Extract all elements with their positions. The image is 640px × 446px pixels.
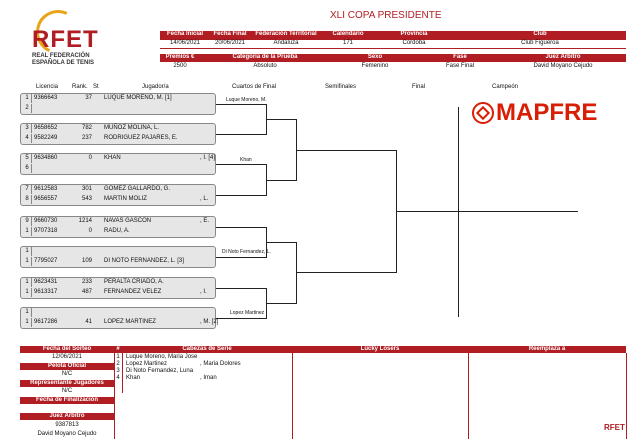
draw-player-name: MUÑOZ MOLINA, L. xyxy=(104,125,160,131)
draw-player-name: RADU, A. xyxy=(104,228,130,234)
col-semis: Semifinales xyxy=(325,84,357,90)
col-jugadora: Jugador/a xyxy=(142,84,169,90)
draw-player-name: MARTIN MOLIZ xyxy=(104,196,147,202)
draw-licencia: 9656557 xyxy=(34,196,58,202)
info1-h1: Fecha Final xyxy=(213,31,247,37)
row-separator xyxy=(31,308,32,317)
draw-player-name: KHAN xyxy=(104,155,121,161)
draw-licencia: 9617286 xyxy=(34,319,58,325)
seed-num-1: 1 xyxy=(116,354,120,360)
bracket-line xyxy=(296,150,396,151)
row-separator xyxy=(31,134,32,143)
bracket-line xyxy=(216,164,266,165)
draw-num: 4 xyxy=(25,135,29,141)
logo-mark: RFET xyxy=(32,26,99,53)
rfet-logo xyxy=(28,10,128,70)
juez-label: Juez Árbitro xyxy=(49,413,85,419)
divider xyxy=(122,353,123,393)
info1-h3: Calendario xyxy=(332,31,364,37)
fecha-sorteo-value: 12/06/2021 xyxy=(51,354,83,360)
info2-v2: Femenino xyxy=(361,63,389,69)
draw-rank: 543 xyxy=(81,196,92,202)
bracket-line xyxy=(458,107,459,317)
representante-label: Representante Jugadores xyxy=(30,380,104,386)
info1-h2: Federación Territorial xyxy=(255,31,317,37)
draw-num: 5 xyxy=(25,155,29,161)
info1-v4: Cordoba xyxy=(402,40,426,46)
draw-rank: 487 xyxy=(81,289,92,295)
draw-player-suffix: , E. xyxy=(200,218,210,224)
row-separator xyxy=(31,278,32,287)
draw-num: 1 xyxy=(25,228,29,234)
mapfre-wordmark: MAPFRE xyxy=(496,99,598,126)
row-separator xyxy=(31,227,32,236)
col-st: St xyxy=(93,84,99,90)
qf-winner-3: Di Noto Fernandez, L. xyxy=(222,249,271,255)
draw-licencia: 9660730 xyxy=(34,218,58,224)
juez-id: 9387813 xyxy=(55,422,79,428)
qf-winner-1: Luque Moreno, M. xyxy=(226,97,267,103)
mapfre-logo xyxy=(472,99,630,127)
bracket-line xyxy=(216,257,266,258)
draw-num: 9 xyxy=(25,218,29,224)
divider xyxy=(292,353,293,439)
mapfre-emblem-icon xyxy=(472,102,494,124)
info1-v5: Club Figueroa xyxy=(521,40,559,46)
draw-licencia: 9707318 xyxy=(34,228,58,234)
seed-name-2: Lopez Martinez xyxy=(126,361,168,367)
seed-name-4: Khan xyxy=(126,375,141,381)
draw-num: 7 xyxy=(25,186,29,192)
logo-line2: ESPAÑOLA DE TENIS xyxy=(32,60,95,66)
bracket-line xyxy=(266,180,296,181)
draw-player-suffix: , I. xyxy=(200,289,207,295)
footer-rfet-logo: RFET xyxy=(604,423,625,432)
draw-rank: 782 xyxy=(81,125,92,131)
bracket-line xyxy=(458,211,578,212)
info1-h5: Club xyxy=(533,31,547,37)
draw-num: 1 xyxy=(25,279,29,285)
bracket-line xyxy=(216,195,266,196)
reemplaza-label: Reemplaza a xyxy=(528,346,566,352)
info2-top-border xyxy=(160,48,626,49)
seed-num-3: 3 xyxy=(116,368,120,374)
info1-v3: 171 xyxy=(342,40,353,46)
draw-rank: 233 xyxy=(81,279,92,285)
draw-rank: 41 xyxy=(85,319,92,325)
draw-player-name: DI NOTO FERNANDEZ, L. [3] xyxy=(104,258,184,264)
bracket-line xyxy=(216,134,266,135)
info1-v2: Andaluza xyxy=(273,40,299,46)
pelota-value: N/C xyxy=(61,371,73,377)
draw-licencia: 9658652 xyxy=(34,125,58,131)
row-separator xyxy=(31,124,32,133)
draw-player-name: FERNANDEZ VELEZ xyxy=(104,289,162,295)
draw-player-name: RODRIGUEZ PAJARES, E. xyxy=(104,135,178,141)
pelota-label: Pelota Oficial xyxy=(47,363,86,369)
bracket-line xyxy=(266,303,296,304)
bracket-line xyxy=(216,227,266,228)
col-rank: Rank. xyxy=(72,84,88,90)
divider xyxy=(468,353,469,439)
col-final: Final xyxy=(412,84,426,90)
row-separator xyxy=(31,154,32,163)
page-title: XLI COPA PRESIDENTE xyxy=(330,10,442,21)
draw-rank: 237 xyxy=(81,135,92,141)
draw-licencia: 9634860 xyxy=(34,155,58,161)
draw-licencia: 9582249 xyxy=(34,135,58,141)
draw-player-name: NAVAS GASCON xyxy=(104,218,152,224)
row-separator xyxy=(31,318,32,327)
info2-v0: 2500 xyxy=(173,63,187,69)
bracket-line xyxy=(266,119,296,120)
info1-v0: 14/06/2021 xyxy=(169,40,201,46)
bracket-line xyxy=(296,272,396,273)
seed-num-2: 2 xyxy=(116,361,120,367)
fecha-sorteo-label: Fecha del Sorteo xyxy=(42,346,92,352)
info2-h3: Fase xyxy=(453,54,467,60)
draw-licencia: 9612583 xyxy=(34,186,58,192)
row-separator xyxy=(31,94,32,103)
draw-rank: 37 xyxy=(85,95,92,101)
draw-rank: 109 xyxy=(81,258,92,264)
draw-player-suffix: , I. [4] xyxy=(200,155,216,161)
row-separator xyxy=(31,195,32,204)
row-separator xyxy=(31,185,32,194)
draw-num: 2 xyxy=(25,105,29,111)
draw-num: 1 xyxy=(25,95,29,101)
seed-num-4: 4 xyxy=(116,375,120,381)
info2-h4: Juez Árbitro xyxy=(545,54,581,60)
draw-licencia: 7795027 xyxy=(34,258,58,264)
draw-player-name: LOPEZ MARTINEZ xyxy=(104,319,156,325)
draw-rank: 0 xyxy=(88,155,92,161)
bracket-line xyxy=(296,242,297,304)
info2-h0: Premios € xyxy=(165,54,195,60)
seed-name-3: Di Noto Fernandez, Luna xyxy=(126,368,194,374)
row-separator xyxy=(31,104,32,113)
info1-h4: Provincia xyxy=(400,31,428,37)
bracket-line xyxy=(216,318,266,319)
draw-rank: 0 xyxy=(88,228,92,234)
info2-v3: Fase Final xyxy=(445,63,474,69)
draw-player-name: PERALTA CRIADO, A. xyxy=(104,279,164,285)
info2-v1: Absoluto xyxy=(253,63,277,69)
draw-num: 1 xyxy=(25,289,29,295)
juez-name: David Moyano Cejudo xyxy=(37,431,97,437)
info1-h0: Fecha Inicial xyxy=(166,31,203,37)
col-campeon: Campeón xyxy=(492,84,519,90)
row-separator xyxy=(31,164,32,173)
draw-num: 6 xyxy=(25,165,29,171)
qf-winner-2: Khan xyxy=(240,157,252,163)
draw-num: 3 xyxy=(25,125,29,131)
divider xyxy=(626,353,627,439)
seed-extra-4: , Iman xyxy=(200,375,217,381)
bracket-line xyxy=(216,104,266,105)
row-separator xyxy=(31,217,32,226)
draw-licencia: 9613317 xyxy=(34,289,58,295)
bracket-line xyxy=(396,211,458,212)
finalizacion-label: Fecha de Finalización xyxy=(35,397,98,403)
seed-name-1: Luque Moreno, Maria Jose xyxy=(126,354,198,360)
col-licencia: Licencia xyxy=(36,84,59,90)
cabezas-label: Cabezas de Serie xyxy=(182,346,232,352)
draw-num: 1 xyxy=(25,309,29,315)
info2-h1: Categoría de la Prueba xyxy=(232,54,298,60)
draw-num: 1 xyxy=(25,248,29,254)
bracket-line xyxy=(266,242,296,243)
info1-v1: 20/06/2021 xyxy=(214,40,246,46)
draw-num: 1 xyxy=(25,258,29,264)
draw-num: 1 xyxy=(25,319,29,325)
row-separator xyxy=(31,288,32,297)
representante-value: N/C xyxy=(61,388,73,394)
bracket-line xyxy=(216,288,266,289)
seed-extra-2: , Maria Dolores xyxy=(200,361,241,367)
draw-licencia: 9366643 xyxy=(34,95,58,101)
draw-rank: 301 xyxy=(81,186,92,192)
draw-num: 8 xyxy=(25,196,29,202)
draw-player-suffix: , M. [2] xyxy=(200,319,219,325)
hash-label: # xyxy=(116,346,120,352)
row-separator xyxy=(31,247,32,256)
draw-player-name: LUQUE MORENO, M. [1] xyxy=(104,95,172,101)
info2-v4: David Moyano Cejudo xyxy=(533,63,593,69)
draw-player-name: GOMEZ GALLARDO, G. xyxy=(104,186,171,192)
draw-rank: 1214 xyxy=(78,218,92,224)
row-separator xyxy=(31,257,32,266)
logo-line1: REAL FEDERACIÓN xyxy=(32,53,90,59)
qf-winner-4: Lopez Martinez xyxy=(230,310,265,316)
draw-player-suffix: , L. xyxy=(200,196,209,202)
lucky-label: Lucky Losers xyxy=(360,346,400,352)
info2-h2: Sexo xyxy=(367,54,383,60)
col-cuartos: Cuartos de Final xyxy=(232,84,277,90)
draw-licencia: 9623431 xyxy=(34,279,58,285)
